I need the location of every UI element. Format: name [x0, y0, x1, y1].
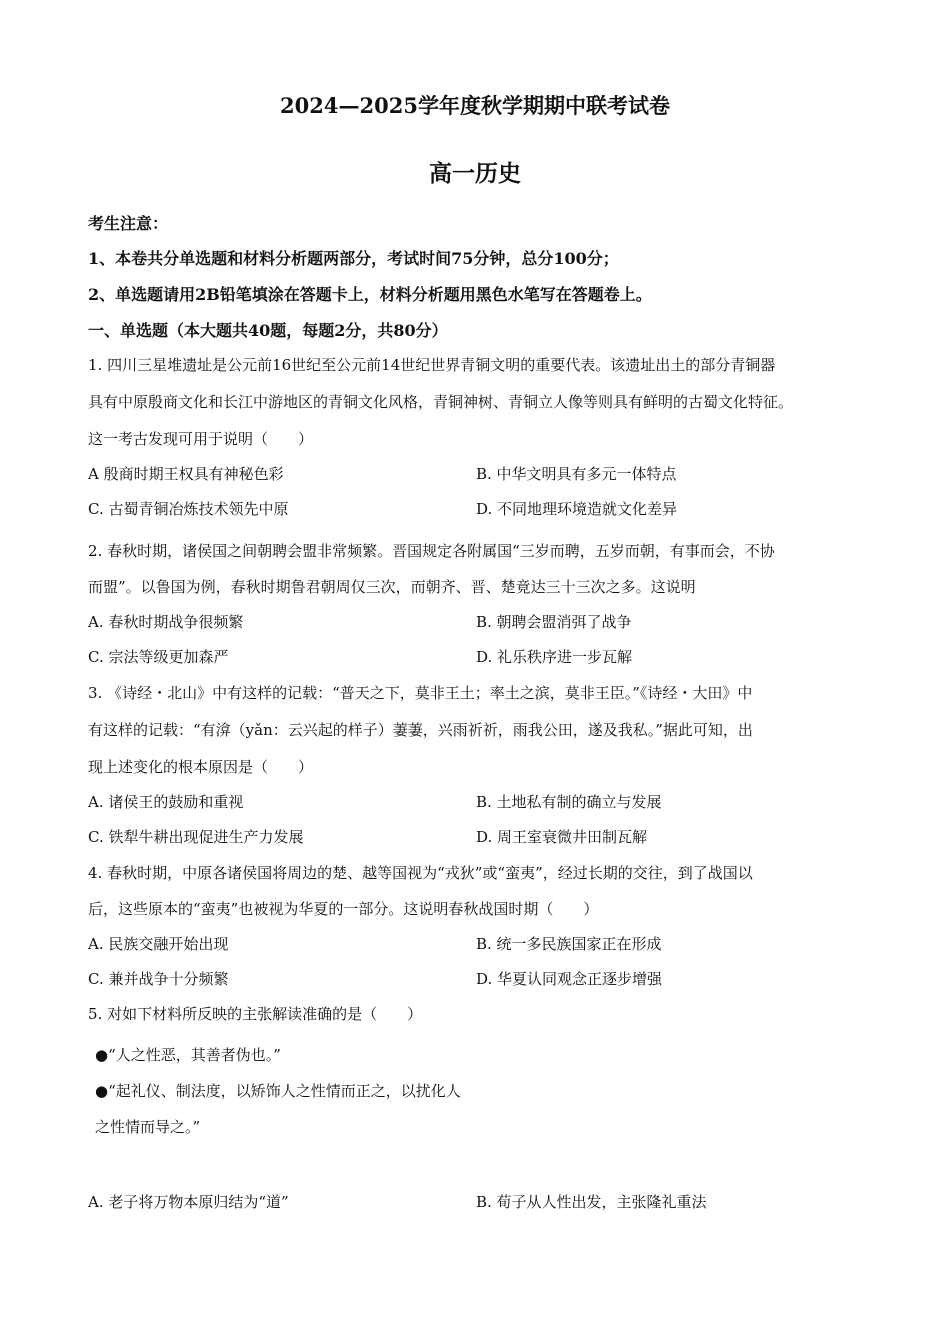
question-4-option-d: D. 华夏认同观念正逐步增强 — [476, 970, 663, 988]
section-heading: 一、单选题（本大题共40题，每题2分，共80分） — [88, 321, 448, 340]
question-2-option-d: D. 礼乐秩序进一步瓦解 — [476, 648, 633, 666]
exam-title: 2024—2025学年度秋学期期中联考试卷 — [280, 93, 670, 118]
question-2-option-c: C. 宗法等级更加森严 — [88, 648, 229, 666]
notice-item-1: 1、本卷共分单选题和材料分析题两部分，考试时间75分钟，总分100分； — [88, 249, 619, 268]
subject-title: 高一历史 — [429, 160, 521, 187]
question-3-option-b: B. 土地私有制的确立与发展 — [476, 793, 662, 811]
notice-heading: 考生注意： — [88, 214, 169, 233]
question-3-line-3: 现上述变化的根本原因是（ ） — [88, 758, 314, 776]
notice-item-2: 2、单选题请用2B铅笔填涂在答题卡上，材料分析题用黑色水笔写在答题卷上。 — [88, 285, 652, 304]
question-1-option-d: D. 不同地理环境造就文化差异 — [476, 500, 678, 518]
question-2-line-2: 而盟”。以鲁国为例，春秋时期鲁君朝周仅三次，而朝齐、晋、楚竟达三十三次之多。这说明 — [88, 578, 696, 596]
material-quote-1: ●“人之性恶，其善者伪也。” — [95, 1046, 281, 1064]
question-4-option-b: B. 统一多民族国家正在形成 — [476, 935, 662, 953]
question-1-line-1: 1. 四川三星堆遗址是公元前16世纪至公元前14世纪世界青铜文明的重要代表。该遗址出土的部分青铜器 — [88, 356, 776, 374]
question-1-line-2: 具有中原殷商文化和长江中游地区的青铜文化风格，青铜神树、青铜立人像等则具有鲜明的古蜀文化特征。 — [88, 393, 794, 411]
question-4-option-a: A. 民族交融开始出现 — [88, 935, 229, 953]
question-3-line-2: 有这样的记载：“有渰（yǎn：云兴起的样子）萋萋，兴雨祈祈，雨我公田，遂及我私。”据此可知，出 — [88, 721, 753, 739]
question-1-option-b: B. 中华文明具有多元一体特点 — [476, 465, 677, 483]
question-1-option-c: C. 古蜀青铜冶炼技术领先中原 — [88, 500, 289, 518]
question-1-option-a: A 殷商时期王权具有神秘色彩 — [88, 465, 284, 483]
question-5-option-b: B. 荀子从人性出发，主张隆礼重法 — [476, 1193, 707, 1211]
question-3-option-c: C. 铁犁牛耕出现促进生产力发展 — [88, 828, 304, 846]
question-2-option-a: A. 春秋时期战争很频繁 — [88, 613, 244, 631]
question-5-line-1: 5. 对如下材料所反映的主张解读准确的是（ ） — [88, 1005, 423, 1023]
question-5-option-a: A. 老子将万物本原归结为“道” — [88, 1193, 289, 1211]
material-quote-2: ●“起礼仪、制法度，以矫饰人之性情而正之，以扰化人 — [95, 1082, 461, 1100]
question-4-option-c: C. 兼并战争十分频繁 — [88, 970, 229, 988]
question-3-line-1: 3. 《诗经・北山》中有这样的记载：“普天之下，莫非王土；率土之滨，莫非王臣。”《诗经・大田》中 — [88, 684, 753, 702]
question-2-line-1: 2. 春秋时期，诸侯国之间朝聘会盟非常频繁。晋国规定各附属国“三岁而聘，五岁而朝，有事而会，不协 — [88, 542, 775, 560]
material-quote-2-cont: 之性情而导之。” — [95, 1118, 201, 1136]
question-4-line-2: 后，这些原本的“蛮夷”也被视为华夏的一部分。这说明春秋战国时期（ ） — [88, 900, 599, 918]
question-4-line-1: 4. 春秋时期，中原各诸侯国将周边的楚、越等国视为“戎狄”或“蛮夷”，经过长期的交往，到了战国以 — [88, 864, 753, 882]
question-3-option-d: D. 周王室衰微井田制瓦解 — [476, 828, 648, 846]
question-3-option-a: A. 诸侯王的鼓励和重视 — [88, 793, 244, 811]
question-1-line-3: 这一考古发现可用于说明（ ） — [88, 430, 314, 448]
question-2-option-b: B. 朝聘会盟消弭了战争 — [476, 613, 632, 631]
